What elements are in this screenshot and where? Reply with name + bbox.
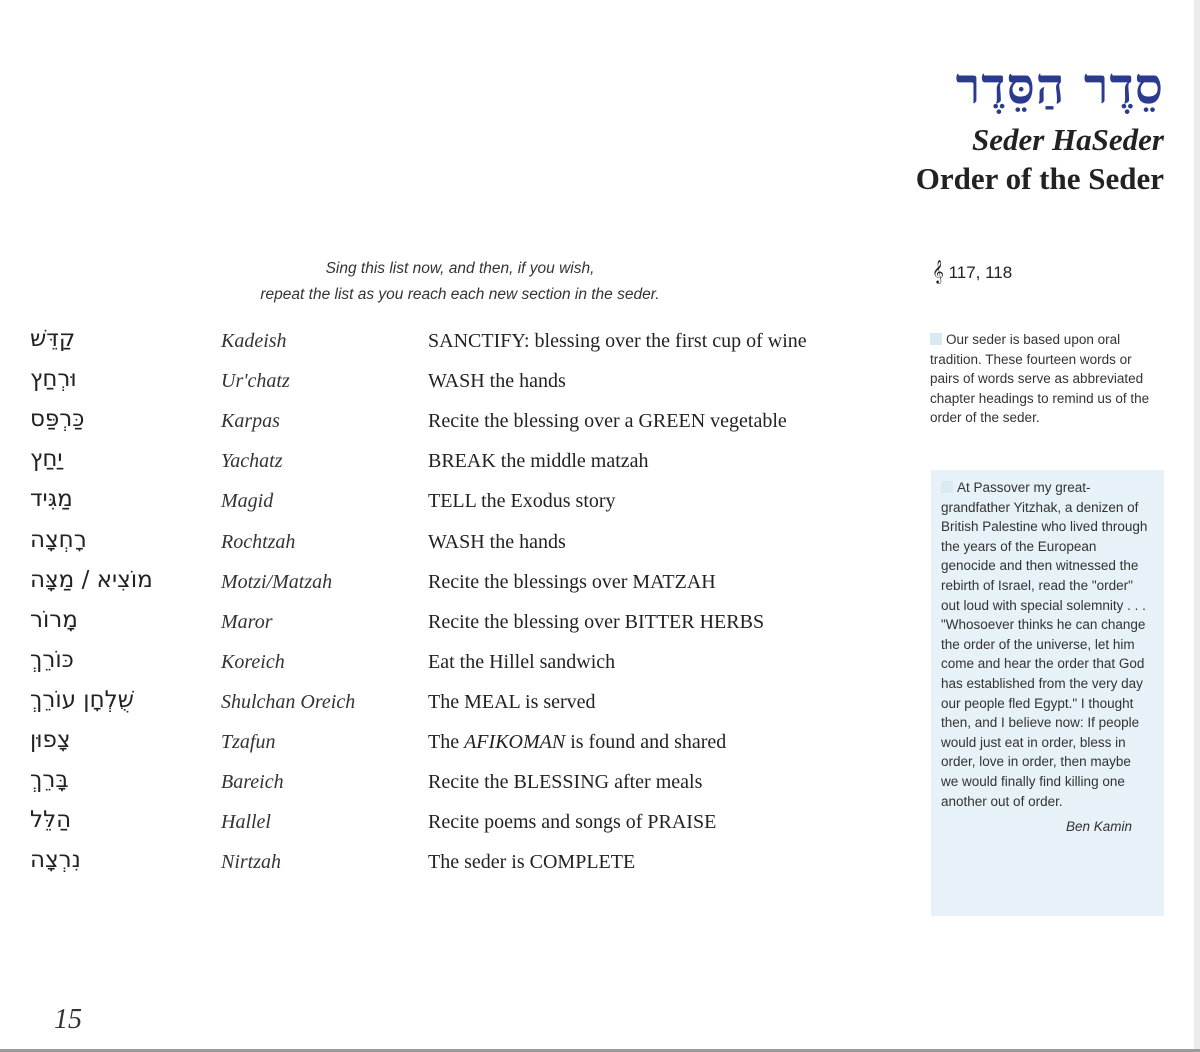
step-hebrew: כּוֹרֵךְ [30, 646, 74, 673]
instructions-line-2: repeat the list as you reach each new section in the seder. [260, 286, 660, 303]
step-hebrew: וּרְחַץ [30, 366, 77, 393]
step-hebrew: כַּרְפַּס [30, 406, 85, 433]
step-transliteration: Nirtzah [221, 851, 282, 874]
step-english-emphasis: AFIKOMAN [464, 731, 566, 753]
step-hebrew: נִרְצָה [30, 847, 81, 874]
step-english: WASH the hands [428, 530, 566, 553]
step-english: Recite the blessings over MATZAH [428, 570, 716, 593]
step-english: The MEAL is served [428, 690, 596, 713]
step-english: SANCTIFY: blessing over the first cup of wine [428, 330, 807, 352]
step-english: BREAK the middle matzah [428, 450, 649, 473]
seder-step [0, 767, 900, 807]
page-spine-shadow [1194, 0, 1200, 1052]
instructions [200, 256, 720, 308]
step-hebrew: בָּרֵךְ [30, 767, 69, 794]
step-hebrew: קַדֵּשׁ [30, 326, 76, 352]
step-hebrew: רָחְצָה [30, 526, 87, 553]
seder-step [0, 567, 900, 607]
sidebar-note [930, 330, 1164, 428]
step-hebrew: יַחַץ [30, 446, 63, 473]
step-transliteration: Shulchan Oreich [221, 690, 356, 713]
seder-step [0, 607, 900, 647]
page-heading [916, 58, 1164, 199]
step-transliteration: Rochtzah [221, 530, 296, 553]
quote-marker-icon [941, 481, 953, 493]
step-hebrew: מַגִּיד [30, 486, 73, 513]
quote-body [941, 478, 1150, 811]
step-hebrew: הַלֵּל [30, 807, 72, 834]
step-transliteration: Ur'chatz [221, 370, 290, 393]
step-english: WASH the hands [428, 370, 566, 393]
step-english [428, 731, 726, 754]
seder-step [0, 807, 900, 847]
instructions-line-1: Sing this list now, and then, if you wish, [325, 260, 595, 277]
step-transliteration: Yachatz [221, 450, 283, 473]
music-reference-numbers: 117, 118 [948, 263, 1013, 282]
step-transliteration: Koreich [221, 650, 285, 673]
step-hebrew: צָפוּן [30, 727, 71, 753]
seder-step [0, 527, 900, 567]
step-transliteration: Bareich [221, 771, 284, 794]
quote-author: Ben Kamin [1065, 819, 1132, 835]
step-english: Eat the Hillel sandwich [428, 650, 616, 673]
step-hebrew: מָרוֹר [30, 606, 78, 633]
step-transliteration: Motzi/Matzah [221, 570, 333, 593]
seder-step [0, 727, 900, 767]
step-english: The seder is COMPLETE [428, 851, 636, 874]
seder-step [0, 647, 900, 687]
step-english-part: The [428, 731, 465, 753]
hebrew-title: סֵדֶר הַסֵּדֶר [955, 56, 1164, 115]
step-transliteration: Maror [221, 610, 273, 633]
step-english-part: is found and shared [565, 731, 727, 753]
step-english: Recite the blessing over BITTER HERBS [428, 610, 765, 633]
sidebar-note-text: Our seder is based upon oral tradition. These fourteen words or pairs of words serve as abbreviated chapter headings to remind us of the order of the seder. [930, 332, 1150, 425]
english-title: Order of the Seder [915, 161, 1164, 197]
seder-step [0, 446, 900, 486]
seder-step [0, 847, 900, 887]
step-hebrew: שֻׁלְחָן עוֹרֵךְ [30, 686, 134, 713]
quote-box [931, 470, 1164, 916]
step-transliteration: Magid [221, 490, 274, 513]
step-english: TELL the Exodus story [428, 490, 616, 513]
transliterated-title: Seder HaSeder [971, 122, 1164, 157]
step-transliteration: Tzafun [221, 731, 276, 753]
step-english: Recite the blessing over a GREEN vegetable [428, 410, 787, 433]
treble-clef-icon: 𝄞 [932, 259, 944, 283]
step-transliteration: Hallel [221, 811, 271, 834]
step-english: Recite the BLESSING after meals [428, 771, 703, 794]
step-english: Recite poems and songs of PRAISE [428, 811, 717, 834]
seder-step [0, 406, 900, 446]
music-reference [932, 259, 1012, 283]
note-marker-icon [930, 333, 942, 345]
seder-step [0, 366, 900, 406]
seder-step [0, 486, 900, 526]
step-hebrew: מוֹצִיא / מַצָּה [30, 566, 153, 593]
quote-text: At Passover my great-grandfather Yitzhak, a denizen of British Palestine who lived through the years of the European genocide and then witnessed the rebirth of Israel, read the "order" out loud with special solemnity . . . "Whosoever thinks he can change the order of the universe, let him come and hear the order that God has established from the very day our people fled Egypt." I thought then, and I believe now: If people would just eat in order, bless in order, love in order, then maybe we would finally find killing one another out of order. [941, 480, 1148, 809]
seder-step [0, 687, 900, 727]
seder-step [0, 326, 900, 366]
page-number: 15 [54, 1004, 82, 1035]
step-transliteration: Kadeish [221, 330, 287, 352]
step-transliteration: Karpas [221, 410, 280, 433]
